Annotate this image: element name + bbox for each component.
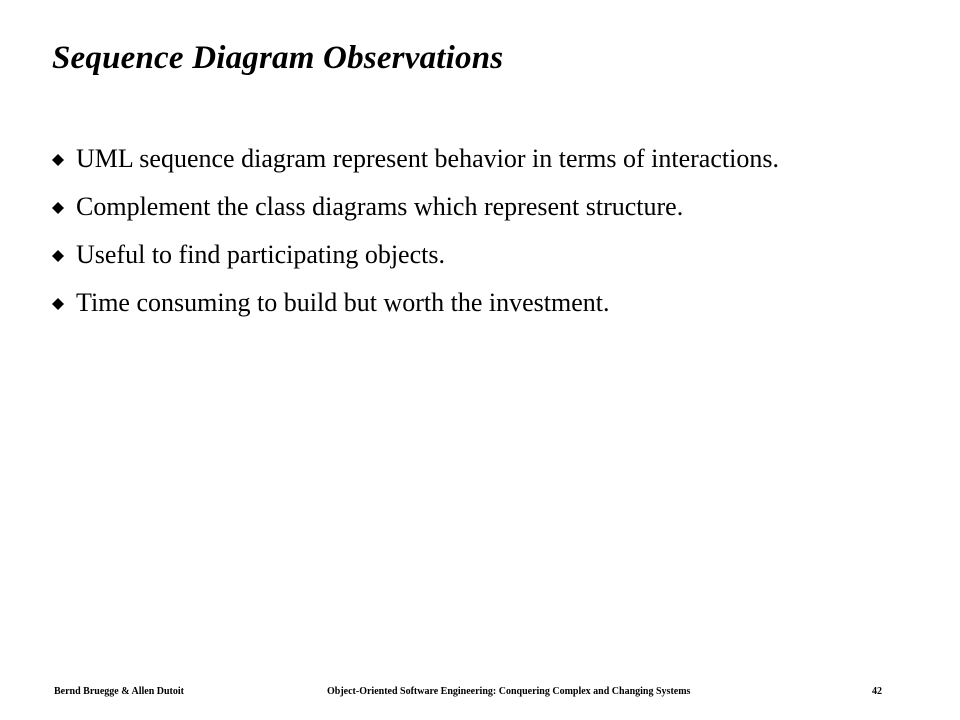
bullet-item [50, 192, 850, 222]
diamond-bullet-icon [52, 250, 64, 262]
diamond-bullet-icon [52, 298, 64, 310]
slide-title: Sequence Diagram Observations [52, 40, 504, 76]
footer-authors: Bernd Bruegge & Allen Dutoit [54, 686, 184, 697]
bullet-item [50, 240, 850, 270]
bullet-list [50, 144, 850, 336]
bullet-item [50, 288, 850, 318]
diamond-bullet-icon [52, 202, 64, 214]
diamond-bullet-icon [52, 154, 64, 166]
bullet-text: Complement the class diagrams which represent structure. [76, 192, 684, 221]
footer-course-title: Object-Oriented Software Engineering: Conquering Complex and Changing Systems [327, 686, 691, 697]
bullet-text: Useful to find participating objects. [76, 240, 445, 269]
page-number: 42 [872, 686, 882, 697]
slide-footer [0, 686, 960, 702]
bullet-text: Time consuming to build but worth the investment. [76, 288, 610, 317]
bullet-text: UML sequence diagram represent behavior in terms of interactions. [76, 144, 779, 173]
bullet-item [50, 144, 850, 174]
